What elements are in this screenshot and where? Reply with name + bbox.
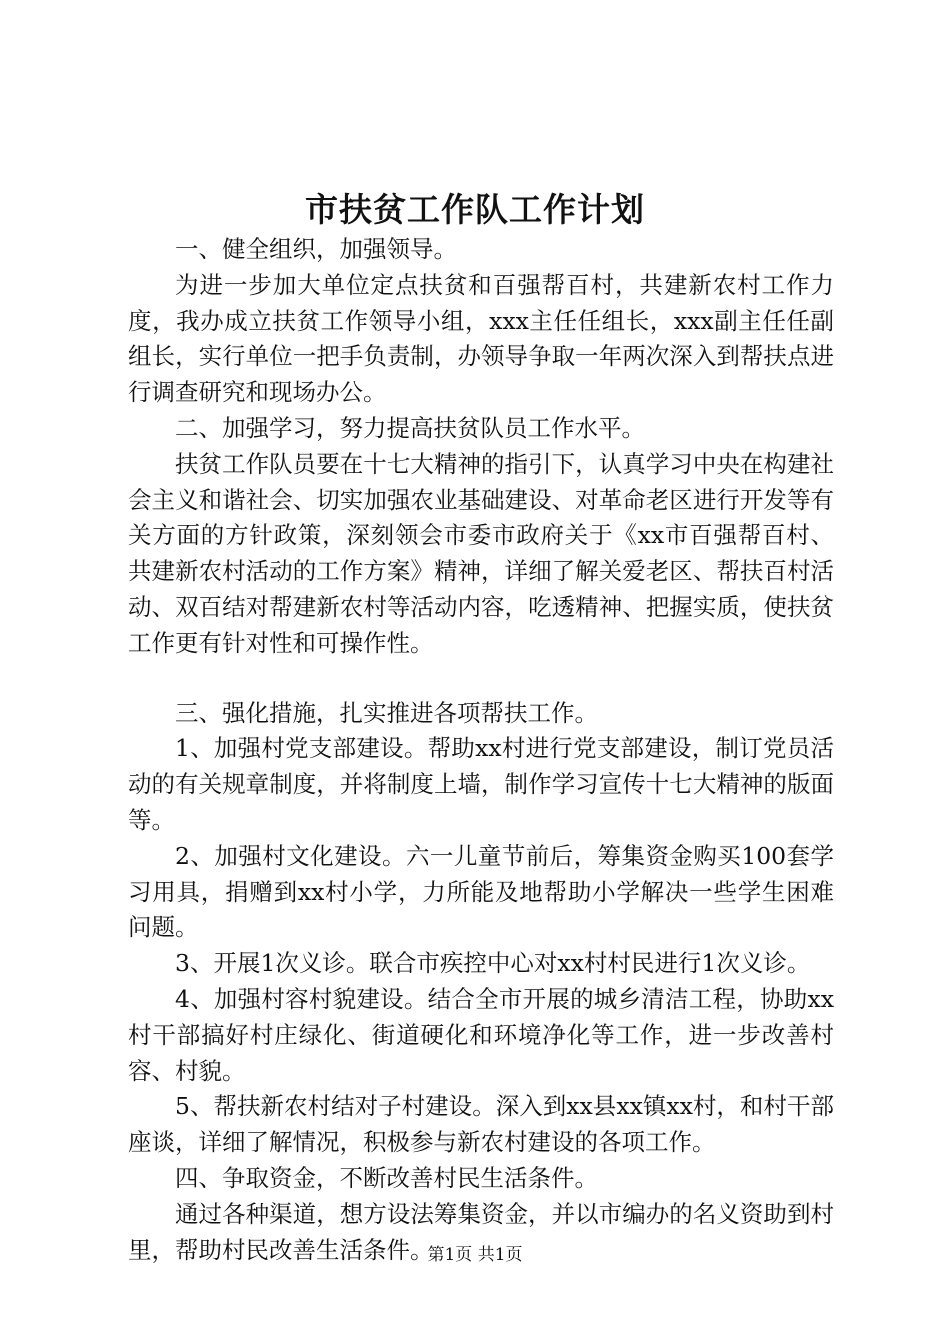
paragraph: 通过各种渠道，想方设法筹集资金，并以市编办的名义资助到村里，帮助村民改善生活条件。 (128, 1199, 834, 1264)
list-item: 3、开展1次义诊。联合市疾控中心对xx村村民进行1次义诊。 (175, 949, 811, 978)
section-heading-3: 三、强化措施，扎实推进各项帮扶工作。 (175, 698, 598, 727)
section-heading-4: 四、争取资金，不断改善村民生活条件。 (175, 1163, 598, 1192)
document-body (128, 232, 834, 1268)
list-item: 1、加强村党支部建设。帮助xx村进行党支部建设，制订党员活动的有关规章制度，并将制度上墙，制作学习宣传十七大精神的版面等。 (128, 734, 834, 834)
list-item: 5、帮扶新农村结对子村建设。深入到xx县xx镇xx村，和村干部座谈，详细了解情况，积极参与新农村建设的各项工作。 (128, 1092, 834, 1157)
spacer (128, 662, 834, 696)
list-item: 2、加强村文化建设。六一儿童节前后，筹集资金购买100套学习用具，捐赠到xx村小学，力所能及地帮助小学解决一些学生困难问题。 (128, 841, 834, 942)
page-footer: 第1页 共1页 (427, 1245, 523, 1265)
list-item: 4、加强村容村貌建设。结合全市开展的城乡清洁工程，协助xx村干部搞好村庄绿化、街道硬化和环境净化等工作，进一步改善村容、村貌。 (128, 984, 834, 1085)
paragraph: 为进一步加大单位定点扶贫和百强帮百村，共建新农村工作力度，我办成立扶贫工作领导小组，xxx主任任组长，xxx副主任任副组长，实行单位一把手负责制，办领导争取一年两次深入到帮扶点进行调查研究和现场办公。 (128, 270, 834, 407)
section-heading-1: 一、健全组织，加强领导。 (175, 235, 457, 263)
section-heading-2: 二、加强学习，努力提高扶贫队员工作水平。 (175, 413, 645, 442)
paragraph: 扶贫工作队员要在十七大精神的指引下，认真学习中央在构建社会主义和谐社会、切实加强农业基础建设、对革命老区进行开发等有关方面的方针政策，深刻领会市委市政府关于《xx市百强帮百村、共建新农村活动的工作方案》精神，详细了解关爱老区、帮扶百村活动、双百结对帮建新农村等活动内容，吃透精神、把握实质，使扶贫工作更有针对性和可操作性。 (128, 449, 834, 657)
document-title: 市扶贫工作队工作计划 (305, 190, 645, 229)
